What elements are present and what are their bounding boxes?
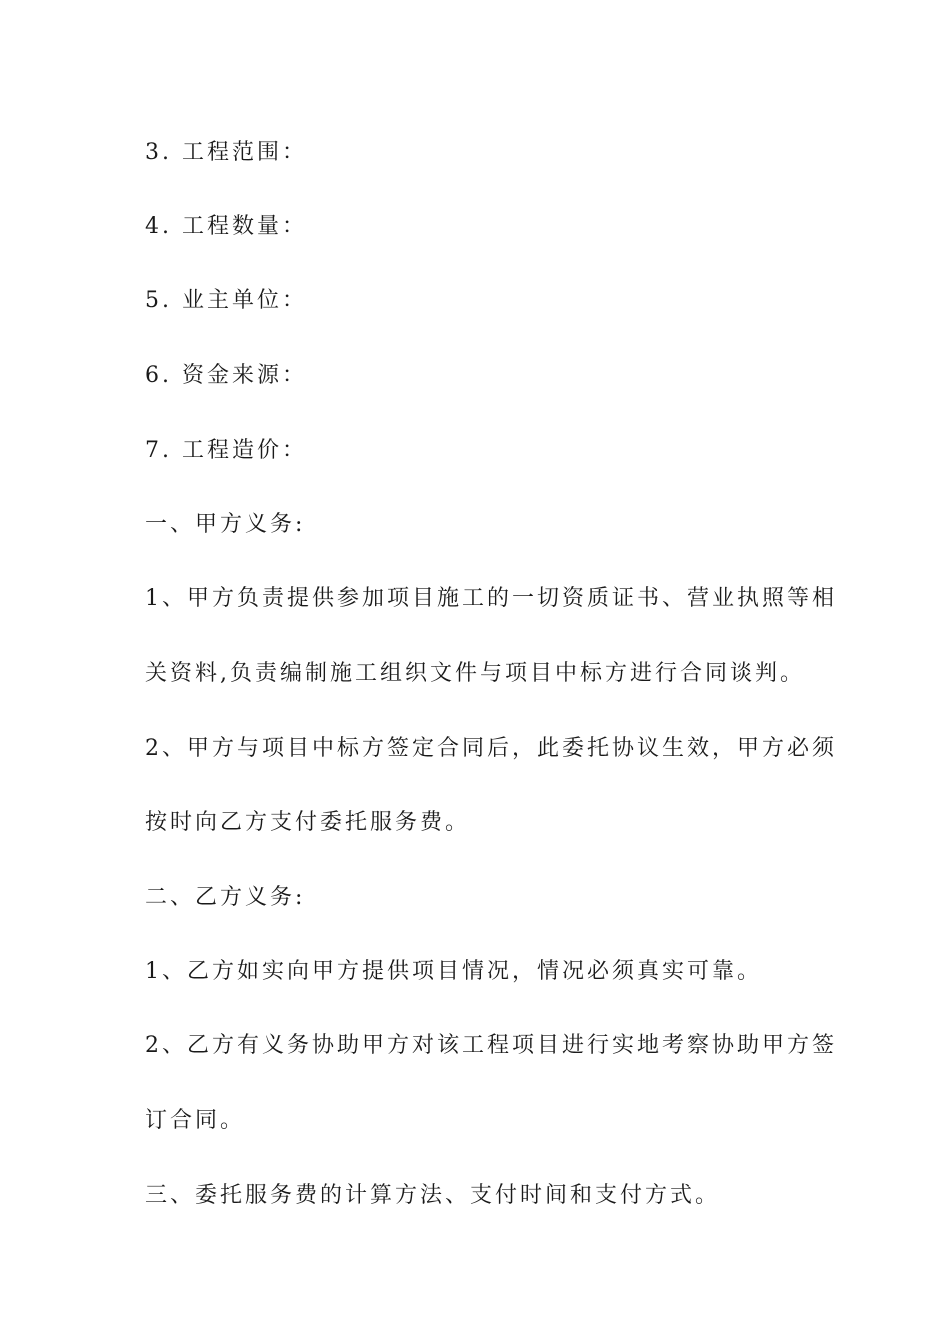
paragraph-line: 1、甲方负责提供参加项目施工的一切资质证书、营业执照等相 xyxy=(145,586,837,611)
item-project-scope: 3. 工程范围： xyxy=(145,140,307,165)
section-heading-party-b: 二、乙方义务: xyxy=(145,885,306,910)
paragraph-line: 按时向乙方支付委托服务费。 xyxy=(145,810,471,835)
section-heading-party-a: 一、甲方义务: xyxy=(145,512,306,537)
item-owner-unit: 5. 业主单位： xyxy=(145,288,307,313)
item-project-cost: 7. 工程造价： xyxy=(145,438,307,463)
paragraph-line: 2、乙方有义务协助甲方对该工程项目进行实地考察协助甲方签 xyxy=(145,1033,837,1058)
paragraph-line: 1、乙方如实向甲方提供项目情况，情况必须真实可靠。 xyxy=(145,959,762,984)
section-heading-service-fee: 三、委托服务费的计算方法、支付时间和支付方式。 xyxy=(145,1183,721,1208)
paragraph-line: 关资料,负责编制施工组织文件与项目中标方进行合同谈判。 xyxy=(145,661,805,686)
paragraph-line: 2、甲方与项目中标方签定合同后，此委托协议生效，甲方必须 xyxy=(145,736,837,761)
item-fund-source: 6. 资金来源： xyxy=(145,363,307,388)
item-project-quantity: 4. 工程数量： xyxy=(145,214,307,239)
paragraph-line: 订合同。 xyxy=(145,1108,246,1133)
